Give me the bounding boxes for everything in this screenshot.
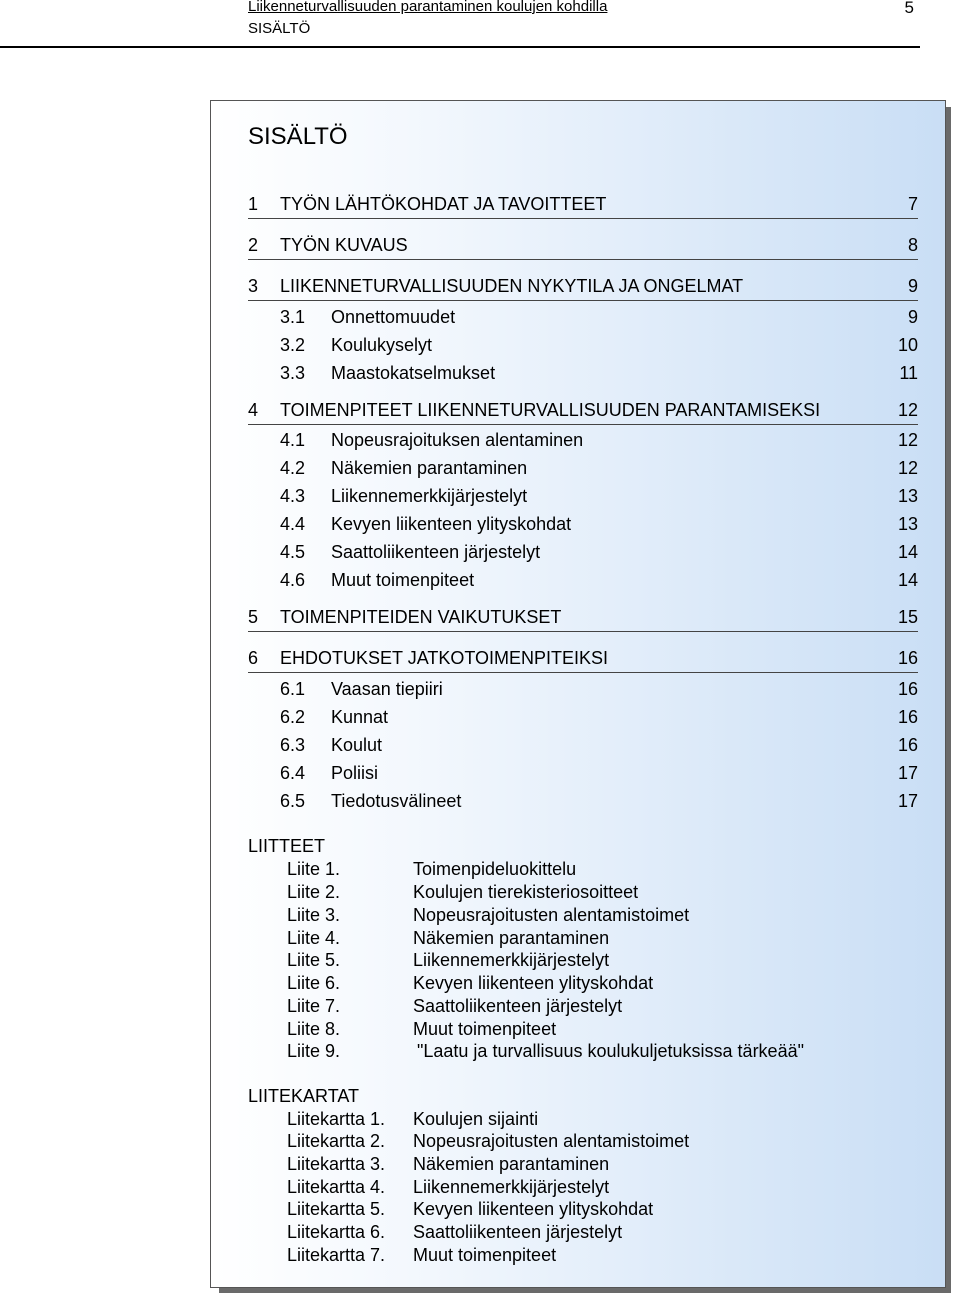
toc-entry-page: 8 [907, 235, 918, 255]
toc-subentry[interactable] [248, 331, 918, 359]
toc-entry-number: 6 [248, 648, 259, 668]
appendix-label: "Laatu ja turvallisuus koulukuljetuksissa tärkeää" [417, 1041, 804, 1061]
toc-entry-label: Muut toimenpiteet [331, 570, 475, 590]
toc-entry-page: 17 [897, 791, 918, 811]
appendix-key: Liite 5. [287, 950, 341, 970]
appendix-key: Liite 6. [287, 973, 341, 993]
toc-entry-number: 4 [248, 400, 259, 420]
toc-entry[interactable] [248, 190, 918, 219]
toc-entry-number: 3.1 [280, 307, 306, 327]
toc-entry-page: 12 [897, 430, 918, 450]
toc-entry-label: EHDOTUKSET JATKOTOIMENPITEIKSI [280, 648, 609, 668]
toc-entry-page: 10 [897, 335, 918, 355]
appendix-key: Liite 1. [287, 859, 341, 879]
appendix-label: Saattoliikenteen järjestelyt [413, 996, 623, 1016]
toc-subentry[interactable] [248, 566, 918, 594]
toc-subentry[interactable] [248, 759, 918, 787]
toc-entry-page: 16 [897, 648, 918, 668]
map-label: Nopeusrajoitusten alentamistoimet [413, 1131, 690, 1151]
appendix-key: Liite 3. [287, 905, 341, 925]
toc-entry-number: 4.5 [280, 542, 306, 562]
toc-subentry[interactable] [248, 303, 918, 331]
running-header [248, 0, 607, 39]
map-key: Liitekartta 4. [287, 1177, 386, 1197]
toc-entry[interactable] [248, 231, 918, 260]
toc-entry-label: Kevyen liikenteen ylityskohdat [331, 514, 572, 534]
toc-subentry[interactable] [248, 675, 918, 703]
toc-entry-label: Onnettomuudet [331, 307, 456, 327]
page-number: 5 [904, 0, 914, 17]
toc-entry-number: 6.5 [280, 791, 306, 811]
toc-entry-number: 3.3 [280, 363, 306, 383]
toc-entry-label: Nopeusrajoituksen alentaminen [331, 430, 584, 450]
map-label: Saattoliikenteen järjestelyt [413, 1222, 623, 1242]
toc-entry-label: Koulukyselyt [331, 335, 433, 355]
toc-subentry[interactable] [248, 510, 918, 538]
toc-entry-number: 3 [248, 276, 259, 296]
toc-entry-page: 11 [899, 363, 918, 383]
toc-entry-label: Maastokatselmukset [331, 363, 496, 383]
appendix-label: Nopeusrajoitusten alentamistoimet [413, 905, 690, 925]
appendix-key: Liite 2. [287, 882, 341, 902]
toc-entry-page: 17 [897, 763, 918, 783]
toc-entry-page: 12 [897, 458, 918, 478]
map-key: Liitekartta 2. [287, 1131, 386, 1151]
header-rule [0, 46, 920, 48]
appendix-label: Liikennemerkkijärjestelyt [413, 950, 610, 970]
toc-entry-label: Poliisi [331, 763, 379, 783]
toc-entry-number: 1 [248, 194, 259, 214]
toc-entry-number: 4.3 [280, 486, 306, 506]
toc-subentry[interactable] [248, 454, 918, 482]
toc-entry[interactable] [248, 396, 918, 425]
toc-entry-page: 15 [897, 607, 918, 627]
map-key: Liitekartta 1. [287, 1109, 386, 1129]
toc-entry-label: Kunnat [331, 707, 389, 727]
toc-entry-page: 16 [897, 707, 918, 727]
toc-entry[interactable] [248, 603, 918, 632]
toc-title: SISÄLTÖ [248, 123, 348, 150]
toc-entry-label: TYÖN KUVAUS [280, 235, 408, 255]
toc-entry-number: 6.2 [280, 707, 306, 727]
toc-entry-page: 16 [897, 735, 918, 755]
map-key: Liitekartta 3. [287, 1154, 386, 1174]
map-label: Näkemien parantaminen [413, 1154, 610, 1174]
map-key: Liitekartta 5. [287, 1199, 386, 1219]
toc-entry-label: TOIMENPITEET LIIKENNETURVALLISUUDEN PARANTAMISEKSI [280, 400, 821, 420]
appendix-label: Näkemien parantaminen [413, 928, 610, 948]
document-title: Liikenneturvallisuuden parantaminen koulujen kohdilla [248, 0, 608, 15]
toc-entry[interactable] [248, 644, 918, 673]
toc-entry-label: Liikennemerkkijärjestelyt [331, 486, 528, 506]
toc-entry[interactable] [248, 272, 918, 301]
map-key: Liitekartta 6. [287, 1222, 386, 1242]
appendix-label: Muut toimenpiteet [413, 1019, 557, 1039]
map-key: Liitekartta 7. [287, 1245, 386, 1265]
map-label: Koulujen sijainti [413, 1109, 539, 1129]
toc-entry-number: 4.4 [280, 514, 306, 534]
toc-entry-number: 6.3 [280, 735, 306, 755]
toc-entry-number: 5 [248, 607, 259, 627]
toc-entry-page: 13 [897, 514, 918, 534]
toc-subentry[interactable] [248, 426, 918, 454]
map-label: Liikennemerkkijärjestelyt [413, 1177, 610, 1197]
toc-subentry[interactable] [248, 538, 918, 566]
toc-entry-label: Vaasan tiepiiri [331, 679, 443, 699]
toc-entry-page: 7 [907, 194, 918, 214]
maps-heading: LIITEKARTAT [248, 1086, 360, 1106]
appendix-key: Liite 9. [287, 1041, 341, 1061]
toc-entry-label: LIIKENNETURVALLISUUDEN NYKYTILA JA ONGELMAT [280, 276, 744, 296]
toc-entry-number: 4.1 [280, 430, 306, 450]
toc-entry-page: 14 [897, 570, 918, 590]
toc-subentry[interactable] [248, 731, 918, 759]
toc-entry-number: 6.1 [280, 679, 306, 699]
toc-entry-page: 13 [897, 486, 918, 506]
appendices-heading: LIITTEET [248, 836, 326, 856]
toc-entry-page: 16 [897, 679, 918, 699]
toc-subentry[interactable] [248, 703, 918, 731]
toc-entry-number: 4.6 [280, 570, 306, 590]
toc-entry-number: 2 [248, 235, 259, 255]
toc-entry-number: 3.2 [280, 335, 306, 355]
toc-subentry[interactable] [248, 787, 918, 815]
toc-entry-number: 6.4 [280, 763, 306, 783]
appendix-key: Liite 4. [287, 928, 341, 948]
toc-entry-page: 14 [897, 542, 918, 562]
toc-entry-page: 12 [897, 400, 918, 420]
toc-entry-label: Saattoliikenteen järjestelyt [331, 542, 541, 562]
toc-entry-page: 9 [907, 276, 918, 296]
toc-subentry[interactable] [248, 482, 918, 510]
appendix-label: Kevyen liikenteen ylityskohdat [413, 973, 654, 993]
toc-entry-label: Koulut [331, 735, 383, 755]
appendix-key: Liite 8. [287, 1019, 341, 1039]
map-label: Kevyen liikenteen ylityskohdat [413, 1199, 654, 1219]
toc-entry-number: 4.2 [280, 458, 306, 478]
toc-entry-label: TOIMENPITEIDEN VAIKUTUKSET [280, 607, 562, 627]
map-label: Muut toimenpiteet [413, 1245, 557, 1265]
appendix-label: Koulujen tierekisteriosoitteet [413, 882, 639, 902]
section-name: SISÄLTÖ [248, 20, 311, 37]
toc-entry-page: 9 [907, 307, 918, 327]
toc-subentry[interactable] [248, 359, 918, 387]
appendix-key: Liite 7. [287, 996, 341, 1016]
appendix-label: Toimenpideluokittelu [413, 859, 577, 879]
toc-entry-label: Näkemien parantaminen [331, 458, 528, 478]
toc-entry-label: Tiedotusvälineet [331, 791, 462, 811]
toc-entry-label: TYÖN LÄHTÖKOHDAT JA TAVOITTEET [280, 194, 607, 214]
